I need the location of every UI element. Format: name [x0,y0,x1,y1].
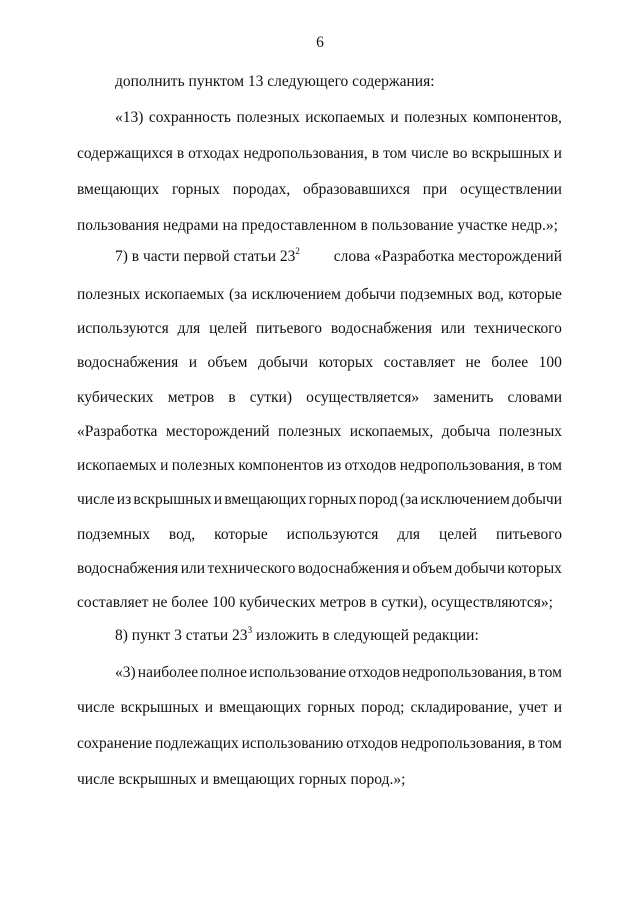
word: составляет [383,354,455,371]
text-line-with-superscript [115,247,562,267]
word: недропользования, [402,664,527,681]
text-line: составляет не более 100 кубических метров в сутки), осуществляются»; [77,594,553,611]
word: пород [358,491,398,508]
word: в [371,145,380,162]
word: «13) [115,109,144,126]
word: технического [473,320,562,337]
word: которые [214,526,268,543]
text-line [77,319,562,339]
word: добычи [511,491,562,508]
text-line [77,388,562,408]
word: 100 [538,354,562,371]
word: ископаемых [77,457,157,474]
text-line [77,180,562,200]
word: отходов [346,735,398,752]
text-fragment: 8) пункт 3 статьи 23 [115,627,248,644]
word: сохранность [148,109,231,126]
word: (за [400,491,419,508]
word: отходах [188,145,240,162]
word: добычи [454,560,505,577]
word: полное [200,664,247,681]
word: для [397,526,421,543]
word: водоснабжения [77,560,179,577]
word: и [553,699,562,716]
word: подземных [77,526,150,543]
text-fragment: 7) в части первой статьи 23 [115,248,296,265]
word: которых [507,560,562,577]
word: которых [318,354,374,371]
word: для [177,320,201,337]
text-fragment: изложить в следующей редакции: [252,627,479,644]
word: в [527,457,535,474]
word: вскрышных [471,145,550,162]
word: недропользования, [399,457,525,474]
word: при [422,181,448,198]
word: и [213,491,223,508]
word: сохранение [77,735,153,752]
word: из [116,491,132,508]
superscript: 2 [295,246,300,256]
word: не [465,354,481,371]
word: вод, [477,286,504,303]
word: вмещающих [224,491,307,508]
word: и [401,560,410,577]
word: питьевого [496,526,562,543]
word: наиболее [137,664,199,681]
word: (за [228,286,248,303]
word: образовавшихся [303,181,410,198]
word: в [228,389,236,406]
text-line [77,285,562,305]
text-line [77,456,562,476]
text-line-with-superscript [115,626,479,646]
text-line [77,422,562,442]
word: полезных [77,286,141,303]
word: том [383,145,407,162]
word: полезных [236,109,300,126]
word: «Разработка [77,423,158,440]
word: используются [286,526,379,543]
word: подземных [400,286,473,303]
text-line [77,490,562,510]
word: водоснабжения [330,320,433,337]
word: водоснабжения [77,354,179,371]
word: отходов [344,457,397,474]
text-line [77,144,562,164]
word: объем [207,354,248,371]
text-line [77,698,562,718]
word: или [440,320,466,337]
page-number: 6 [316,34,324,51]
word: использование [249,664,347,681]
word: том [538,457,562,474]
word: недропользования, [243,145,368,162]
word: полезных [278,423,342,440]
word: или [180,560,206,577]
word: словами [507,389,562,406]
word: и [160,457,169,474]
word: целей [438,526,478,543]
word: целей [209,320,248,337]
word: объем [412,560,453,577]
word: использованию [241,735,344,752]
word: добычи [345,286,396,303]
word: ископаемых, [349,423,434,440]
word: числе [77,491,115,508]
word: горных [308,491,357,508]
word: отходов [348,664,401,681]
text-line [115,108,562,128]
word: подлежащих [155,735,239,752]
text-fragment [115,247,300,267]
text-line [77,734,562,754]
word: из [326,457,342,474]
word: и [188,354,198,371]
word: используются [77,320,169,337]
text-line: числе вскрышных и вмещающих горных пород.»; [77,771,406,788]
word: исключением [251,286,341,303]
word: и [553,145,562,162]
word: полезных [498,423,562,440]
word: «3) [115,664,136,681]
word: которые [508,286,562,303]
text-fragment: слова «Разработка месторождений [333,248,562,265]
word: добыча [441,423,491,440]
word: в [527,735,536,752]
word: технического [207,560,296,577]
word: питьевого [256,320,323,337]
word: во [452,145,468,162]
word: том [538,664,562,681]
text-line [77,559,562,579]
word: полезных [171,457,235,474]
word: ископаемых [144,286,225,303]
word: заменить [433,389,494,406]
word: компонентов, [472,109,562,126]
text-line [115,663,562,683]
word: компонентов [238,457,324,474]
word: и [390,109,399,126]
word: вод, [168,526,196,543]
word: осуществляется» [306,389,420,406]
word: породах, [232,181,291,198]
word: вмещающих [219,699,302,716]
text-line [77,353,562,373]
word: числе [77,699,115,716]
word: и [204,699,214,716]
word: содержащихся [77,145,173,162]
word: осуществлении [459,181,562,198]
word: вмещающих [77,181,160,198]
word: исключением [420,491,510,508]
word: горных [171,181,220,198]
word: кубических [77,389,154,406]
word: вскрышных [133,491,212,508]
word: полезных [404,109,468,126]
word: числе [410,145,449,162]
word: более [491,354,529,371]
text-line: пользования недрами на предоставленном в пользование участке недр.»; [77,217,558,234]
word: учет [518,699,548,716]
word: месторождений [165,423,270,440]
word: складирование, [410,699,513,716]
word: метров [167,389,215,406]
word: недропользования, [400,735,526,752]
word: пород; [361,699,405,716]
word: горных [307,699,356,716]
word: сутки) [249,389,292,406]
word: том [538,735,562,752]
word: добычи [258,354,309,371]
text-line: дополнить пунктом 13 следующего содержания: [115,73,435,90]
superscript: 3 [247,625,253,635]
word: в [528,664,536,681]
word: водоснабжения [297,560,400,577]
word: вскрышных [120,699,199,716]
word: ископаемых [305,109,385,126]
word: в [176,145,185,162]
text-line [77,525,562,545]
